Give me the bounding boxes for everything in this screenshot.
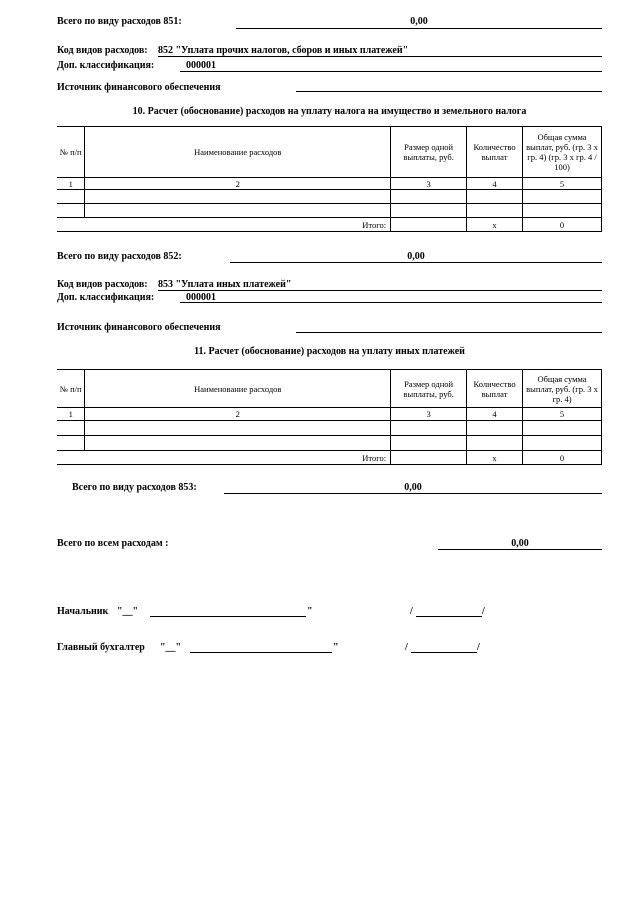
col-header-number: № п/п bbox=[57, 127, 85, 178]
code-853-value: 853 "Уплата иных платежей" bbox=[158, 279, 292, 290]
dop-853-line bbox=[180, 302, 602, 303]
table-header-row bbox=[57, 370, 602, 408]
signature-chief-quote-open: "__" bbox=[117, 606, 139, 617]
code-853-line bbox=[158, 290, 602, 291]
source-853-line bbox=[296, 332, 602, 333]
table-row bbox=[57, 204, 602, 218]
col-number-3: 3 bbox=[391, 178, 467, 190]
col-header-name: Наименование расходов bbox=[85, 127, 391, 178]
col-header-sum: Общая сумма выплат, руб. (гр. 3 х гр. 4) (гр. 3 х гр. 4 / 100) bbox=[523, 127, 602, 178]
col-number-4: 4 bbox=[467, 178, 523, 190]
table-row bbox=[57, 190, 602, 204]
section11-title: 11. Расчет (обоснование) расходов на уплату иных платежей bbox=[194, 346, 465, 357]
total-852-label: Всего по виду расходов 852: bbox=[57, 251, 182, 262]
col-number-2: 2 bbox=[85, 178, 391, 190]
signature-accountant-slash-open: / bbox=[405, 642, 408, 653]
signature-chief-quote-close: " bbox=[307, 606, 313, 617]
signature-accountant-slash-close: / bbox=[477, 642, 480, 653]
col-header-qty: Количество выплат bbox=[467, 370, 523, 408]
total-853-label: Всего по виду расходов 853: bbox=[72, 482, 197, 493]
total-row-label: Итого: bbox=[85, 451, 391, 465]
col-number-4: 4 bbox=[467, 408, 523, 421]
signature-chief-sign-line bbox=[416, 616, 482, 617]
col-header-amount: Размер одной выплаты, руб. bbox=[391, 370, 467, 408]
total-852-value: 0,00 bbox=[407, 251, 425, 262]
col-header-name: Наименование расходов bbox=[85, 370, 391, 408]
section10-table bbox=[57, 126, 602, 232]
source-852-label: Источник финансового обеспечения bbox=[57, 82, 221, 93]
signature-accountant-name-line bbox=[190, 652, 332, 653]
total-851-value: 0,00 bbox=[410, 16, 428, 27]
table-colnum-row bbox=[57, 408, 602, 421]
signature-accountant-quote-open: "__" bbox=[160, 642, 182, 653]
code-852-value: 852 "Уплата прочих налогов, сборов и иных платежей" bbox=[158, 45, 409, 56]
signature-chief-slash-open: / bbox=[410, 606, 413, 617]
col-number-2: 2 bbox=[85, 408, 391, 421]
col-header-sum: Общая сумма выплат, руб. (гр. 3 х гр. 4) bbox=[523, 370, 602, 408]
total-853-line bbox=[224, 493, 602, 494]
col-header-amount: Размер одной выплаты, руб. bbox=[391, 127, 467, 178]
col-number-5: 5 bbox=[523, 408, 602, 421]
signature-accountant-sign-line bbox=[411, 652, 477, 653]
source-852-line bbox=[296, 91, 602, 92]
source-853-label: Источник финансового обеспечения bbox=[57, 322, 221, 333]
col-number-5: 5 bbox=[523, 178, 602, 190]
signature-accountant-quote-close: " bbox=[333, 642, 339, 653]
col-number-1: 1 bbox=[57, 408, 85, 421]
col-header-number: № п/п bbox=[57, 370, 85, 408]
dop-853-label: Доп. классификация: bbox=[57, 292, 155, 303]
signature-chief-slash-close: / bbox=[482, 606, 485, 617]
total-row-sum: 0 bbox=[523, 451, 602, 465]
table-total-row bbox=[57, 451, 602, 465]
section10-title: 10. Расчет (обоснование) расходов на уплату налога на имущество и земельного налога bbox=[132, 106, 527, 117]
grand-total-value: 0,00 bbox=[511, 538, 529, 549]
col-number-3: 3 bbox=[391, 408, 467, 421]
total-851-line bbox=[236, 28, 602, 29]
col-number-1: 1 bbox=[57, 178, 85, 190]
dop-852-label: Доп. классификация: bbox=[57, 60, 155, 71]
signature-chief-label: Начальник bbox=[57, 606, 109, 617]
table-header-row bbox=[57, 127, 602, 178]
signature-chief-name-line bbox=[150, 616, 306, 617]
total-853-value: 0,00 bbox=[404, 482, 422, 493]
total-851-label: Всего по виду расходов 851: bbox=[57, 16, 182, 27]
total-852-line bbox=[230, 262, 602, 263]
total-row-qty: x bbox=[467, 218, 523, 232]
signature-accountant-label: Главный бухгалтер bbox=[57, 642, 145, 653]
total-row-sum: 0 bbox=[523, 218, 602, 232]
code-852-label: Код видов расходов: bbox=[57, 45, 148, 56]
table-total-row bbox=[57, 218, 602, 232]
table-row bbox=[57, 436, 602, 451]
grand-total-label: Всего по всем расходам : bbox=[57, 538, 169, 549]
dop-852-value: 000001 bbox=[186, 60, 216, 71]
code-853-label: Код видов расходов: bbox=[57, 279, 148, 290]
dop-853-value: 000001 bbox=[186, 292, 216, 303]
total-row-label: Итого: bbox=[85, 218, 391, 232]
section11-table bbox=[57, 369, 602, 465]
table-colnum-row bbox=[57, 178, 602, 190]
table-row bbox=[57, 421, 602, 436]
grand-total-line bbox=[438, 549, 602, 550]
col-header-qty: Количество выплат bbox=[467, 127, 523, 178]
total-row-qty: x bbox=[467, 451, 523, 465]
code-852-line bbox=[158, 56, 602, 57]
dop-852-line bbox=[180, 71, 602, 72]
